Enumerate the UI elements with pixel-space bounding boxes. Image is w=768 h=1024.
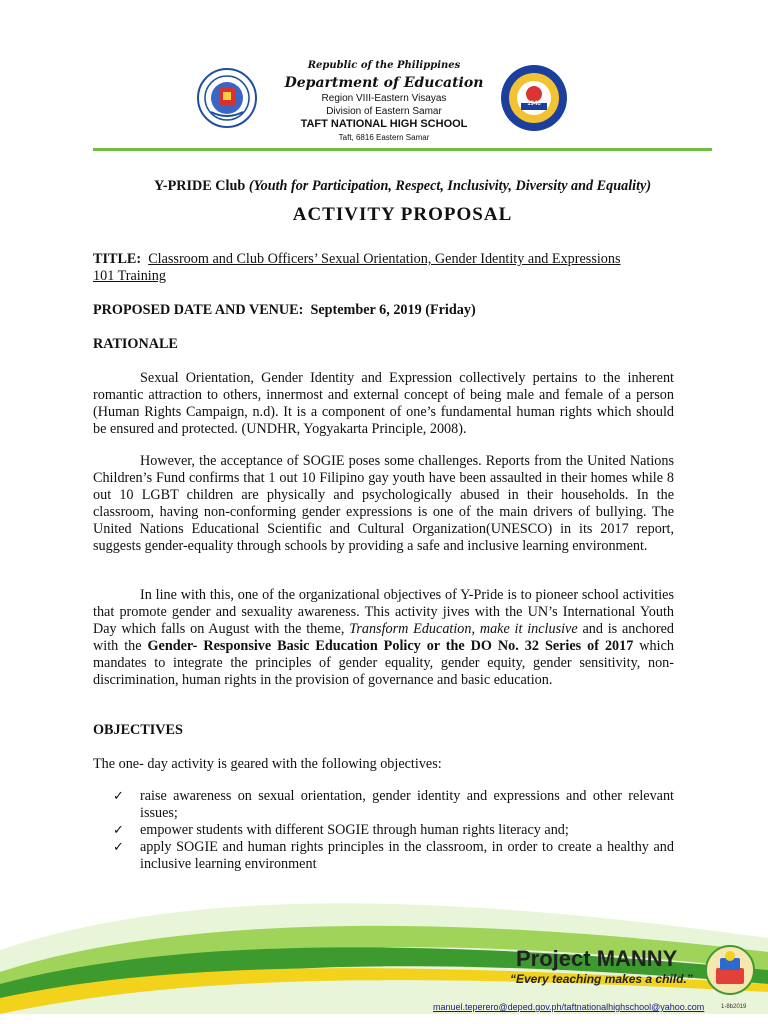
school-seal-year: 1946: [527, 101, 541, 107]
checkmark-icon: ✓: [113, 823, 124, 838]
p3-text-a: In line with this, one of the organizational objectives of Y-Pride is to pioneer school activities that promote gender and sexuality awareness. This activity jives with the UN’s International Youth Day which falls on August with the theme,: [93, 587, 674, 637]
objective-item: [93, 822, 674, 839]
rationale-heading: RATIONALE: [93, 336, 178, 352]
objectives-intro: The one- day activity is geared with the following objectives:: [93, 756, 442, 772]
p3-text-e: and is anchored with the: [93, 621, 674, 654]
title-block: [93, 251, 712, 285]
title-text-1: Classroom and Club Officers’ Sexual Orientation, Gender Identity and Expressions: [148, 251, 621, 267]
objectives-list: [93, 788, 674, 873]
republic-line: Republic of the Philippines: [307, 60, 461, 71]
date-value: September 6, 2019 (Friday): [310, 302, 476, 318]
p3-theme-a: Transform Education: [349, 621, 472, 637]
school-name: TAFT NATIONAL HIGH SCHOOL: [300, 118, 468, 130]
mascot-icon: [704, 944, 756, 996]
p3-text-g: which mandates to integrate the principles of gender equality, gender equity, gender sensitivity, non-discrimination, human rights in the provision of governance and basic education.: [93, 638, 674, 688]
document-title: ACTIVITY PROPOSAL: [292, 204, 513, 225]
school-address: Taft, 6816 Eastern Samar: [338, 133, 430, 142]
division-line: Division of Eastern Samar: [326, 106, 442, 117]
contact-email-link[interactable]: manuel.teperero@deped.gov.ph/taftnationalhighschool@yahoo.com: [433, 1002, 705, 1012]
department-line: Department of Education: [284, 75, 484, 91]
rationale-paragraph-1: Sexual Orientation, Gender Identity and Expression collectively pertains to the inherent romantic attraction to others, innermost and external concept of being male and female of a person (Human Rights Campaign, n.d). It is a component of one’s fundamental human rights which should be ensured and protected. (UNDHR, Yogyakarta Principle, 2008).: [93, 370, 674, 437]
rationale-paragraph-3: [93, 587, 674, 689]
objective-item: [93, 788, 674, 822]
objective-item: [93, 839, 674, 873]
rationale-paragraph-2: However, the acceptance of SOGIE poses some challenges. Reports from the United Nations Children’s Fund confirms that 1 out 10 Filipino gay youth have been assaulted in their homes while 8 out 10 LGBT children are physically and psychologically abused in their households. In the classroom, having non-conforming gender expressions is one of the main drivers of bullying. The United Nations Educational Scientific and Cultural Organization(UNESCO) in its 2017 report, suggests gender-equality through schools by providing a safe and inclusive learning environment.: [93, 453, 674, 554]
p3-text-c: ,: [471, 621, 480, 637]
checkmark-icon: ✓: [113, 840, 124, 855]
objective-text: empower students with different SOGIE through human rights literacy and;: [140, 822, 569, 838]
region-line: Region VIII-Eastern Visayas: [321, 93, 447, 104]
club-line: [93, 178, 712, 195]
date-label: PROPOSED DATE AND VENUE:: [93, 302, 304, 318]
project-name: Project MANNY: [516, 946, 678, 971]
mascot-graphic: [704, 944, 756, 996]
checkmark-icon: ✓: [113, 789, 124, 804]
objectives-heading: OBJECTIVES: [93, 722, 183, 738]
document-code: 1-8b2019: [721, 1004, 747, 1010]
title-label: TITLE:: [93, 251, 142, 267]
objective-text: raise awareness on sexual orientation, gender identity and expressions and other relevant issues;: [140, 788, 674, 821]
title-text-2: 101 Training: [93, 268, 166, 284]
project-tagline: “Every teaching makes a child.”: [510, 972, 693, 986]
date-venue: [93, 302, 712, 319]
header-divider: [93, 148, 712, 151]
p3-policy: Gender- Responsive Basic Education Policy or the DO No. 32 Series of 2017: [147, 638, 634, 654]
objective-text: apply SOGIE and human rights principles in the classroom, in order to create a healthy and inclusive learning environment: [140, 839, 674, 872]
p3-theme-b: make it inclusive: [479, 621, 578, 637]
club-expansion: (Youth for Participation, Respect, Inclusivity, Diversity and Equality): [248, 178, 652, 194]
club-name: Y-PRIDE Club: [153, 178, 246, 194]
